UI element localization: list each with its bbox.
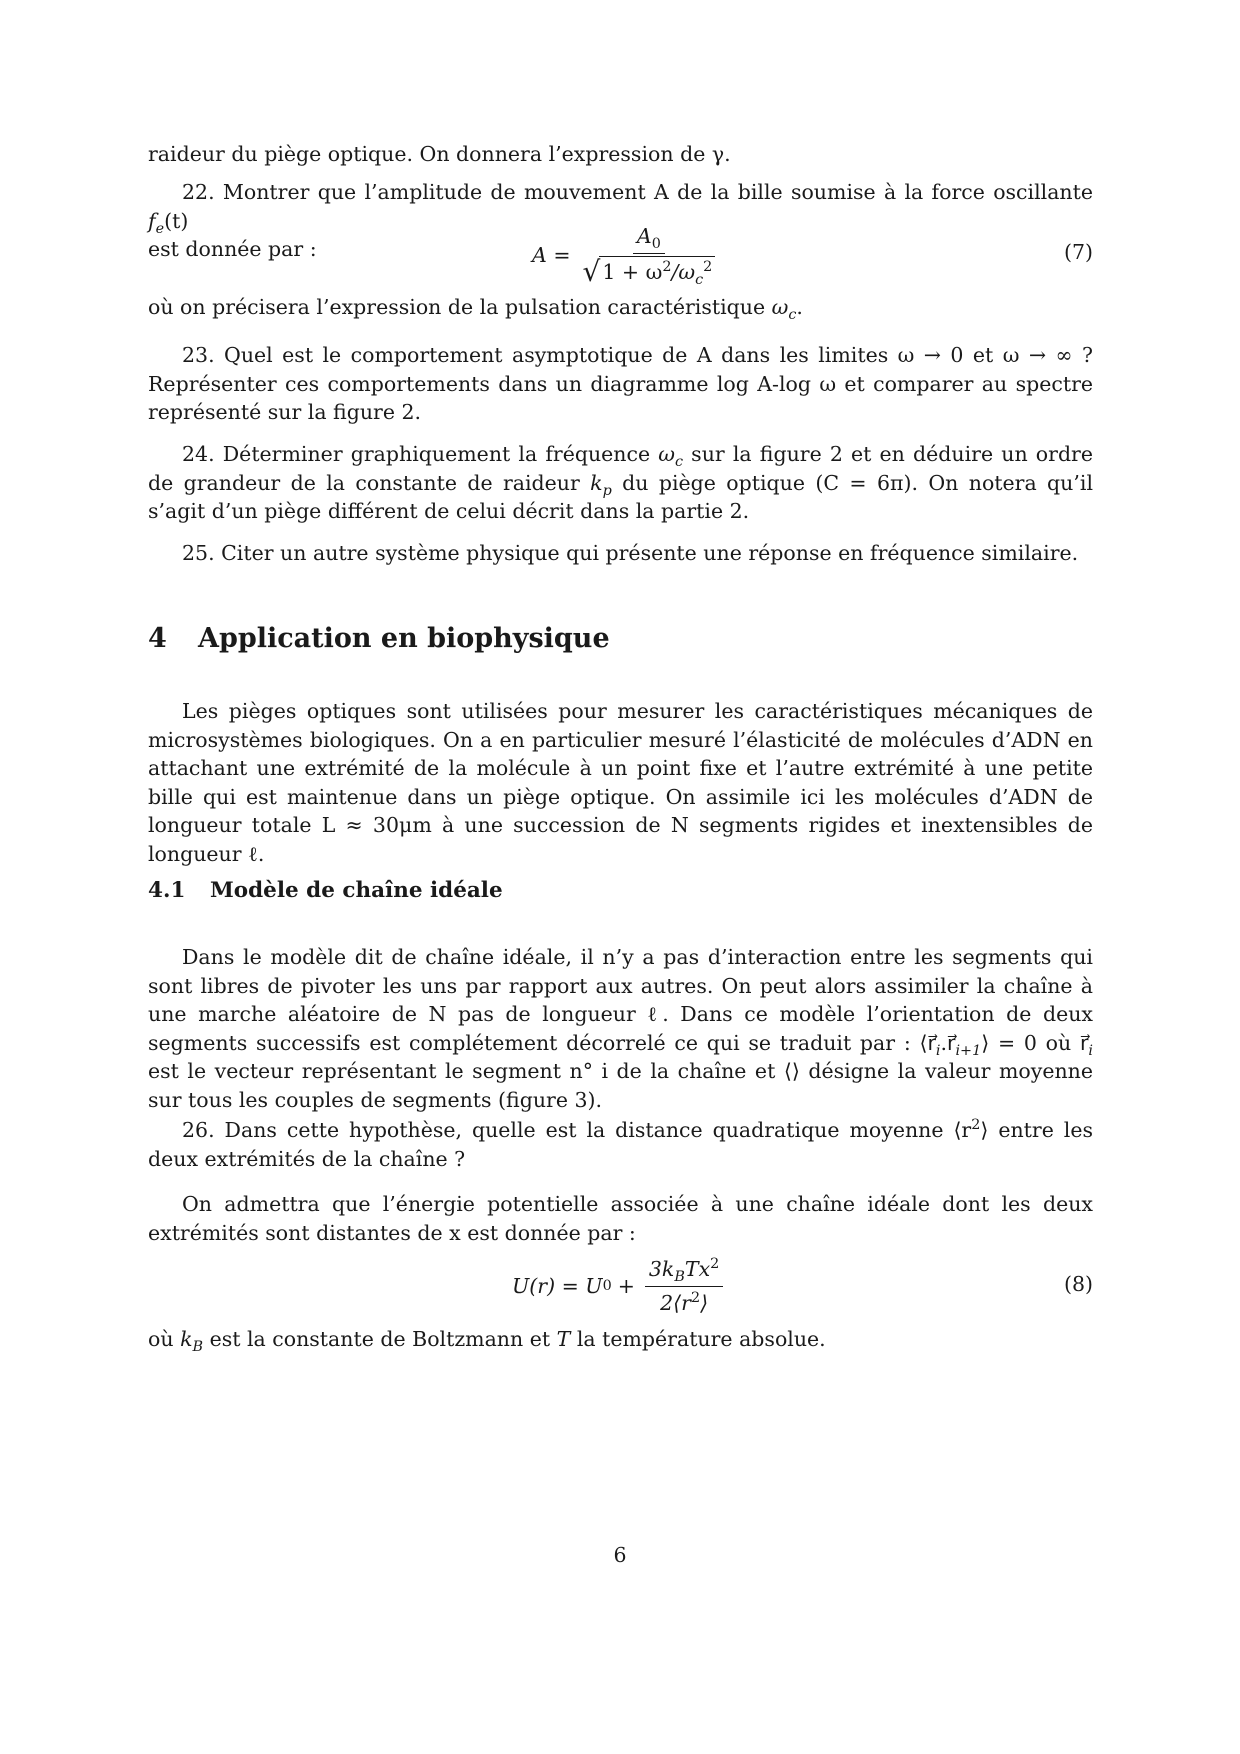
section-41-paragraph bbox=[148, 943, 1093, 1114]
section-4-title: Application en biophysique bbox=[198, 623, 610, 654]
omega-c-subscript-2: c bbox=[674, 454, 684, 471]
question-22-followup bbox=[148, 293, 1093, 322]
kp-symbol: k bbox=[590, 470, 603, 495]
question-24-text-3: du piège optique (C = 6π). On notera qu’il s’agit d’un piège différent de celui décrit dans la partie 2. bbox=[148, 470, 1093, 523]
equation-8-numerator-2: Tx bbox=[684, 1257, 711, 1281]
equation-8-den-sup: 2 bbox=[690, 1289, 701, 1306]
question-22-text-2: est donnée par : bbox=[148, 237, 317, 261]
section-41-heading bbox=[148, 877, 503, 905]
r2-end: ⟩ bbox=[980, 1118, 989, 1142]
energy-text: On admettra que l’énergie potentielle associée à une chaîne idéale dont les deux extrémités sont distantes de x est donnée par : bbox=[148, 1192, 1093, 1245]
question-25 bbox=[148, 539, 1093, 568]
correlation-mid: .r⃗ bbox=[940, 1030, 956, 1055]
final-text-2: est la constante de Boltzmann et bbox=[203, 1327, 557, 1351]
ri-sub: i bbox=[1088, 1042, 1093, 1059]
page-number: 6 bbox=[613, 1543, 627, 1567]
section-4-text: Les pièges optiques sont utilisées pour mesurer les caractéristiques mécaniques de microsystèmes biologiques. On a en particulier mesuré l’élasticité de molécules d’ADN en attachant une extrémité de la molécule à un point fixe et l’autre extrémité à une petite bille qui est maintenue dans un piège optique. On assimile ici les molécules d’ADN de longueur totale L ≈ 30μm à une succession de N segments rigides et inextensibles de longueur ℓ. bbox=[148, 699, 1093, 866]
question-23-text: 23. Quel est le comportement asymptotique de A dans les limites ω → 0 et ω → ∞ ? Représenter ces comportements dans un diagramme log A-log ω et comparer au spectre représenté sur la figure 2. bbox=[148, 343, 1093, 424]
question-24-text-1: 24. Déterminer graphiquement la fréquence bbox=[182, 442, 659, 466]
omega-c-symbol: ω bbox=[771, 295, 789, 319]
force-symbol: f bbox=[148, 208, 156, 233]
force-argument: (t) bbox=[164, 208, 189, 233]
equation-8-num-sub: B bbox=[674, 1269, 685, 1286]
equation-8-number: (8) bbox=[1063, 1272, 1093, 1296]
correlation-end: ⟩ = 0 bbox=[981, 1030, 1037, 1055]
equation-7-den-sup-2: 2 bbox=[703, 258, 713, 275]
r2-symbol: ⟨r bbox=[953, 1118, 972, 1142]
equation-7-denominator-2: /ω bbox=[671, 259, 696, 284]
section-4-number: 4 bbox=[148, 623, 167, 654]
equation-8-fraction bbox=[645, 1255, 723, 1317]
equation-7-fraction bbox=[579, 222, 720, 289]
equation-7-lhs: A = bbox=[532, 243, 571, 267]
question-26 bbox=[148, 1116, 1093, 1173]
equation-8-den-end: ⟩ bbox=[700, 1290, 709, 1315]
r2-sup: 2 bbox=[971, 1117, 981, 1134]
sqrt-sign: √ bbox=[582, 255, 601, 288]
question-24-text-2: sur la figure 2 et en déduire un ordre de grandeur de la constante de raideur bbox=[148, 442, 1093, 495]
section-41-text-2: où bbox=[1036, 1030, 1080, 1055]
final-text-3: la température absolue. bbox=[570, 1327, 826, 1351]
question-24 bbox=[148, 440, 1093, 526]
question-26-text-1: 26. Dans cette hypothèse, quelle est la distance quadratique moyenne bbox=[182, 1118, 954, 1142]
intro-text: raideur du piège optique. On donnera l’expression de γ. bbox=[148, 142, 731, 166]
followup-text: où on précisera l’expression de la pulsation caractéristique bbox=[148, 295, 772, 319]
equation-7-numerator-sub: 0 bbox=[651, 236, 661, 253]
equation-7-den-sup: 2 bbox=[662, 258, 672, 275]
question-23 bbox=[148, 341, 1093, 427]
correlation-sub-1: i bbox=[935, 1042, 941, 1059]
equation-7-denominator: 1 + ω bbox=[602, 259, 663, 284]
equation-8-num-sup: 2 bbox=[710, 1256, 720, 1273]
omega-c-symbol-2: ω bbox=[658, 442, 675, 466]
equation-8-plus: + bbox=[617, 1273, 635, 1298]
equation-7-numerator: A bbox=[636, 224, 652, 248]
energy-paragraph bbox=[148, 1190, 1093, 1247]
section-41-title: Modèle de chaîne idéale bbox=[210, 878, 503, 903]
question-26-text-2: entre les deux extrémités de la chaîne ? bbox=[148, 1118, 1093, 1171]
temperature-symbol: T bbox=[556, 1327, 571, 1351]
equation-7-number: (7) bbox=[1063, 240, 1093, 264]
final-text-1: où bbox=[148, 1327, 181, 1351]
question-22-text: 22. Montrer que l’amplitude de mouvement A de la bille soumise à la force oscillante bbox=[182, 180, 1093, 204]
intro-paragraph bbox=[148, 140, 1093, 169]
section-41-number: 4.1 bbox=[148, 878, 186, 903]
question-25-text: 25. Citer un autre système physique qui présente une réponse en fréquence similaire. bbox=[182, 541, 1079, 565]
equation-8-lhs: U(r) = U bbox=[512, 1273, 603, 1298]
equation-8: U(r) = U 0 + $\frac{3k_BTx^2}{2⟨r^2⟩}$ (8) bbox=[148, 1255, 1093, 1315]
kb-symbol: k bbox=[180, 1327, 193, 1351]
followup-end: . bbox=[796, 295, 803, 319]
section-4-paragraph bbox=[148, 697, 1093, 868]
equation-8-numerator: 3k bbox=[648, 1257, 675, 1281]
kb-subscript: B bbox=[192, 1339, 204, 1356]
kp-subscript: p bbox=[602, 482, 612, 499]
correlation-formula: ⟨r⃗ bbox=[919, 1030, 936, 1055]
equation-7 bbox=[148, 222, 1093, 288]
omega-c-subscript: c bbox=[788, 307, 797, 324]
ri-vector: r⃗ bbox=[1079, 1030, 1089, 1055]
equation-7-den-sub: c bbox=[695, 271, 704, 288]
final-paragraph bbox=[148, 1325, 1093, 1354]
force-subscript: e bbox=[155, 220, 165, 237]
equation-8-denominator: 2⟨r bbox=[660, 1290, 691, 1315]
correlation-sub-2: i+1 bbox=[955, 1042, 982, 1059]
section-4-heading bbox=[148, 622, 610, 656]
section-41-text-3: est le vecteur représentant le segment n° i de la chaîne et ⟨⟩ désigne la valeur moyenne sur tous les couples de segments (figure 3). bbox=[148, 1059, 1093, 1112]
section-41-text-1: Dans le modèle dit de chaîne idéale, il n’y a pas d’interaction entre les segments qui sont libres de pivoter les uns par rapport aux autres. On peut alors assimiler la chaîne à une marche aléatoire de N pas de longueur ℓ. Dans ce modèle l’orientation de deux segments successifs est complétement décorrelé ce qui se traduit par : bbox=[148, 945, 1093, 1055]
